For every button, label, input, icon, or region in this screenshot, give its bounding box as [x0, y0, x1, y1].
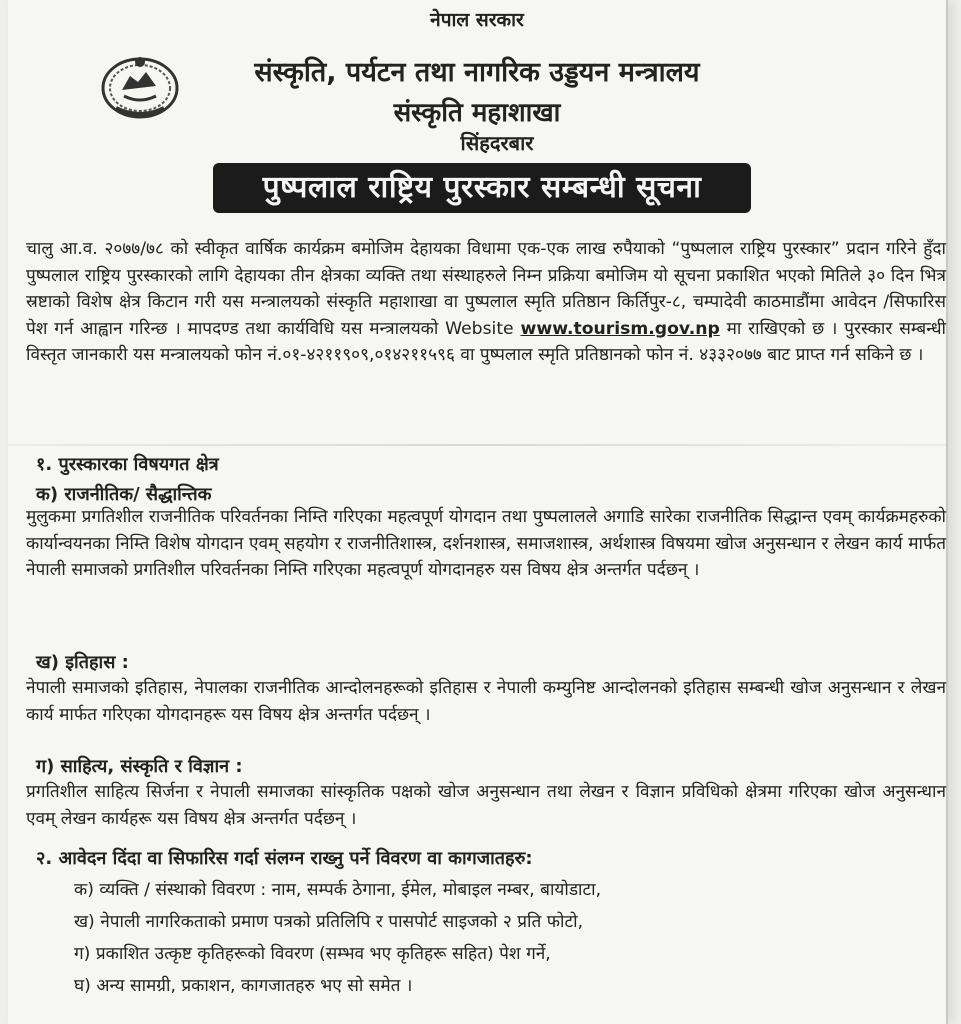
- newspaper-notice: [8, 0, 948, 1024]
- notice-title-banner: पुष्पलाल राष्ट्रिय पुरस्कार सम्बन्धी सूचना: [213, 163, 751, 213]
- requirement-item: ग) प्रकाशित उत्कृष्ट कृतिहरूको विवरण (सम्भव भए कृतिहरू सहित) पेश गर्ने,: [74, 944, 551, 964]
- section1-a-text: मुलुकमा प्रगतिशील राजनीतिक परिवर्तनका निम्ति गरिएका महत्वपूर्ण योगदान तथा पुष्पलालले अगाडि सारेका राजनीतिक सिद्धान्त एवम् कार्यक्रमहरुको कार्यान्वयनका निम्ति विशेष योगदान एवम् सहयोग र राजनीतिशास्त्र, दर्शनशास्त्र, समाजशास्त्र, अर्थशास्त्र विषयमा खोज अनुसन्धान र लेखन कार्य मार्फत नेपाली समाजको प्रगतिशील परिवर्तनका निम्ति गरिएका महत्वपूर्ण योगदानहरु यस विषय क्षेत्र अन्तर्गत पर्दछन् ।: [26, 507, 946, 580]
- intro-text-part1: चालु आ.व. २०७७/७८ को स्वीकृत वार्षिक कार्यक्रम बमोजिम देहायका विधामा एक-एक लाख रुपैयाको “पुष्पलाल राष्ट्रिय पुरस्कार” प्रदान गरिने हुँदा पुष्पलाल राष्ट्रिय पुरस्कारको लागि देहायका तीन क्षेत्रका व्यक्ति तथा संस्थाहरुले निम्न प्रक्रिया बमोजिम यो सूचना प्रकाशित भएको मितिले ३० दिन भित्र स्रष्टाको विशेष क्षेत्र किटान गरी यस मन्त्रालयको संस्कृति महाशाखा वा पुष्पलाल स्मृति प्रतिष्ठान किर्तिपुर-८, चम्पादेवी काठमाडौंमा आवेदन /सिफारिस पेश गर्न आह्वान गरिन्छ । मापदण्ड तथा कार्यविधि यस मन्त्रालयको Website: [26, 239, 946, 339]
- ministry-name: संस्कृति, पर्यटन तथा नागरिक उड्डयन मन्त्रालय: [254, 57, 700, 88]
- government-name: नेपाल सरकार: [430, 9, 524, 31]
- intro-text-part2: मा राखिएको छ । पुरस्कार सम्बन्धी विस्तृत जानकारी यस मन्त्रालयको फोन नं.०१-४२११९०९,०१४२११५९६ वा पुष्पलाल स्मृति प्रतिष्ठानको फोन नं. ४३३२०७७ बाट प्राप्त गर्न सकिने छ ।: [26, 318, 946, 365]
- paper-fold-line: [8, 444, 946, 446]
- section1-b-heading: ख) इतिहास :: [36, 652, 129, 673]
- division-name: संस्कृति महाशाखा: [393, 98, 561, 128]
- section1-heading: १. पुरस्कारका विषयगत क्षेत्र: [36, 454, 219, 475]
- requirement-item: ख) नेपाली नागरिकताको प्रमाण पत्रको प्रतिलिपि र पासपोर्ट साइजको २ प्रति फोटो,: [74, 912, 584, 932]
- section1-c-text: प्रगतिशील साहित्य सिर्जना र नेपाली समाजका सांस्कृतिक पक्षको खोज अनुसन्धान तथा लेखन र विज्ञान प्रविधिको क्षेत्रमा गरिएका खोज अनुसन्धान एवम् लेखन कार्यहरू यस विषय क्षेत्र अन्तर्गत पर्दछन् ।: [26, 782, 946, 829]
- section2-heading: २. आवेदन दिंदा वा सिफारिस गर्दा संलग्न राख्नु पर्ने विवरण वा कागजातहरु:: [36, 848, 533, 869]
- section1-c-heading: ग) साहित्य, संस्कृति र विज्ञान :: [36, 756, 243, 777]
- notice-header: [8, 0, 946, 170]
- website-link[interactable]: www.tourism.gov.np: [520, 318, 720, 339]
- section1-b-text: नेपाली समाजको इतिहास, नेपालका राजनीतिक आन्दोलनहरूको इतिहास र नेपाली कम्युनिष्ट आन्दोलनको इतिहास सम्बन्धी खोज अनुसन्धान र लेखन कार्य मार्फत गरिएका योगदानहरू यस विषय क्षेत्र अन्तर्गत पर्दछन् ।: [26, 678, 946, 725]
- office-location: सिंहदरबार: [460, 131, 534, 155]
- intro-paragraph: [26, 236, 946, 369]
- requirement-item: क) व्यक्ति / संस्थाको विवरण : नाम, सम्पर्क ठेगाना, ईमेल, मोबाइल नम्बर, बायोडाटा,: [74, 880, 602, 900]
- section1-a-heading: क) राजनीतिक/ सैद्धान्तिक: [36, 484, 212, 505]
- requirement-item: घ) अन्य सामग्री, प्रकाशन, कागजातहरु भए सो समेत ।: [74, 976, 413, 996]
